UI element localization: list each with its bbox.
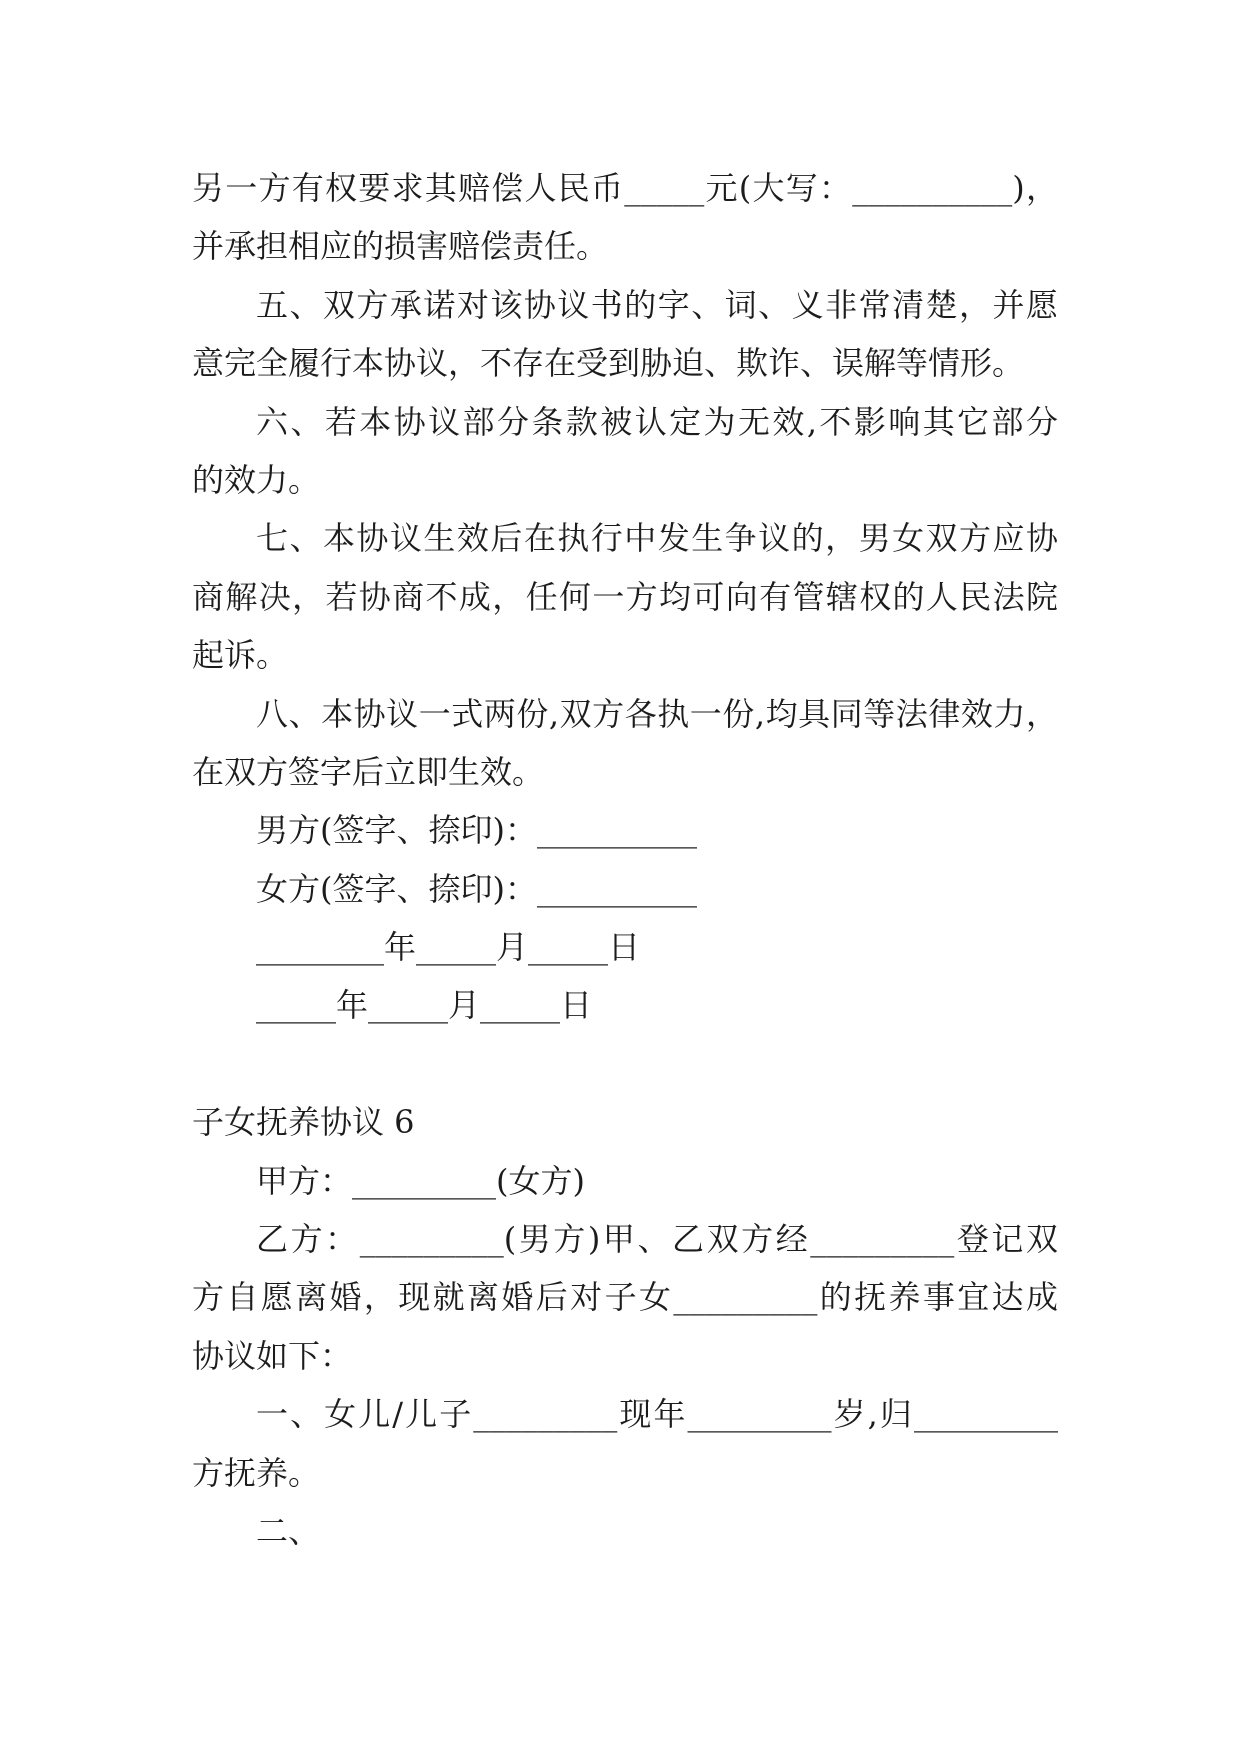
text-line: 六、若本协议部分条款被认定为无效,不影响其它部分 [256,402,1058,441]
party-b-intro [192,1210,1058,1385]
text-line: 方自愿离婚，现就离婚后对子女_________的抚养事宜达成 [192,1278,1058,1317]
date-line: _____年_____月_____日 [256,986,593,1025]
text-line: 另一方有权要求其赔偿人民币_____元(大写：__________)， [192,169,1058,207]
text-line: 协议如下： [192,1336,353,1375]
text-line: 五、双方承诺对该协议书的字、词、义非常清楚，并愿 [256,285,1058,324]
text-line: 的效力。 [192,460,321,499]
text-line: 乙方：_________(男方)甲、乙双方经_________登记双 [256,1220,1058,1259]
clause-5 [192,276,1058,393]
text-line: 七、本协议生效后在执行中发生争议的，男女双方应协 [256,519,1058,558]
clause-8 [192,685,1058,802]
section-gap [192,1035,1058,1093]
signature-line-male: 男方(签字、捺印)：__________ [256,811,697,850]
clause-2: 二、 [256,1511,321,1550]
section-title: 子女抚养协议 6 [192,1103,415,1142]
text-line: 八、本协议一式两份,双方各执一份,均具同等法律效力， [256,694,1058,733]
text-line: 方抚养。 [192,1453,321,1492]
text-line: 起诉。 [192,636,289,675]
text-line: 商解决，若协商不成，任何一方均可向有管辖权的人民法院 [192,577,1058,616]
clause-4-continuation [192,159,1058,276]
document-body [192,159,1058,1560]
party-a-line: 甲方：_________(女方) [256,1161,585,1200]
text-line: 并承担相应的损害赔偿责任。 [192,227,609,266]
text-line: 一、女儿/儿子_________现年_________岁,归_________ [256,1395,1058,1434]
clause-7 [192,509,1058,684]
clause-1 [192,1385,1058,1502]
clause-6 [192,393,1058,510]
signature-line-female: 女方(签字、捺印)：__________ [256,869,697,908]
text-line: 意完全履行本协议，不存在受到胁迫、欺诈、误解等情形。 [192,344,1025,383]
text-line: 在双方签字后立即生效。 [192,752,545,791]
date-line: ________年_____月_____日 [256,928,641,967]
